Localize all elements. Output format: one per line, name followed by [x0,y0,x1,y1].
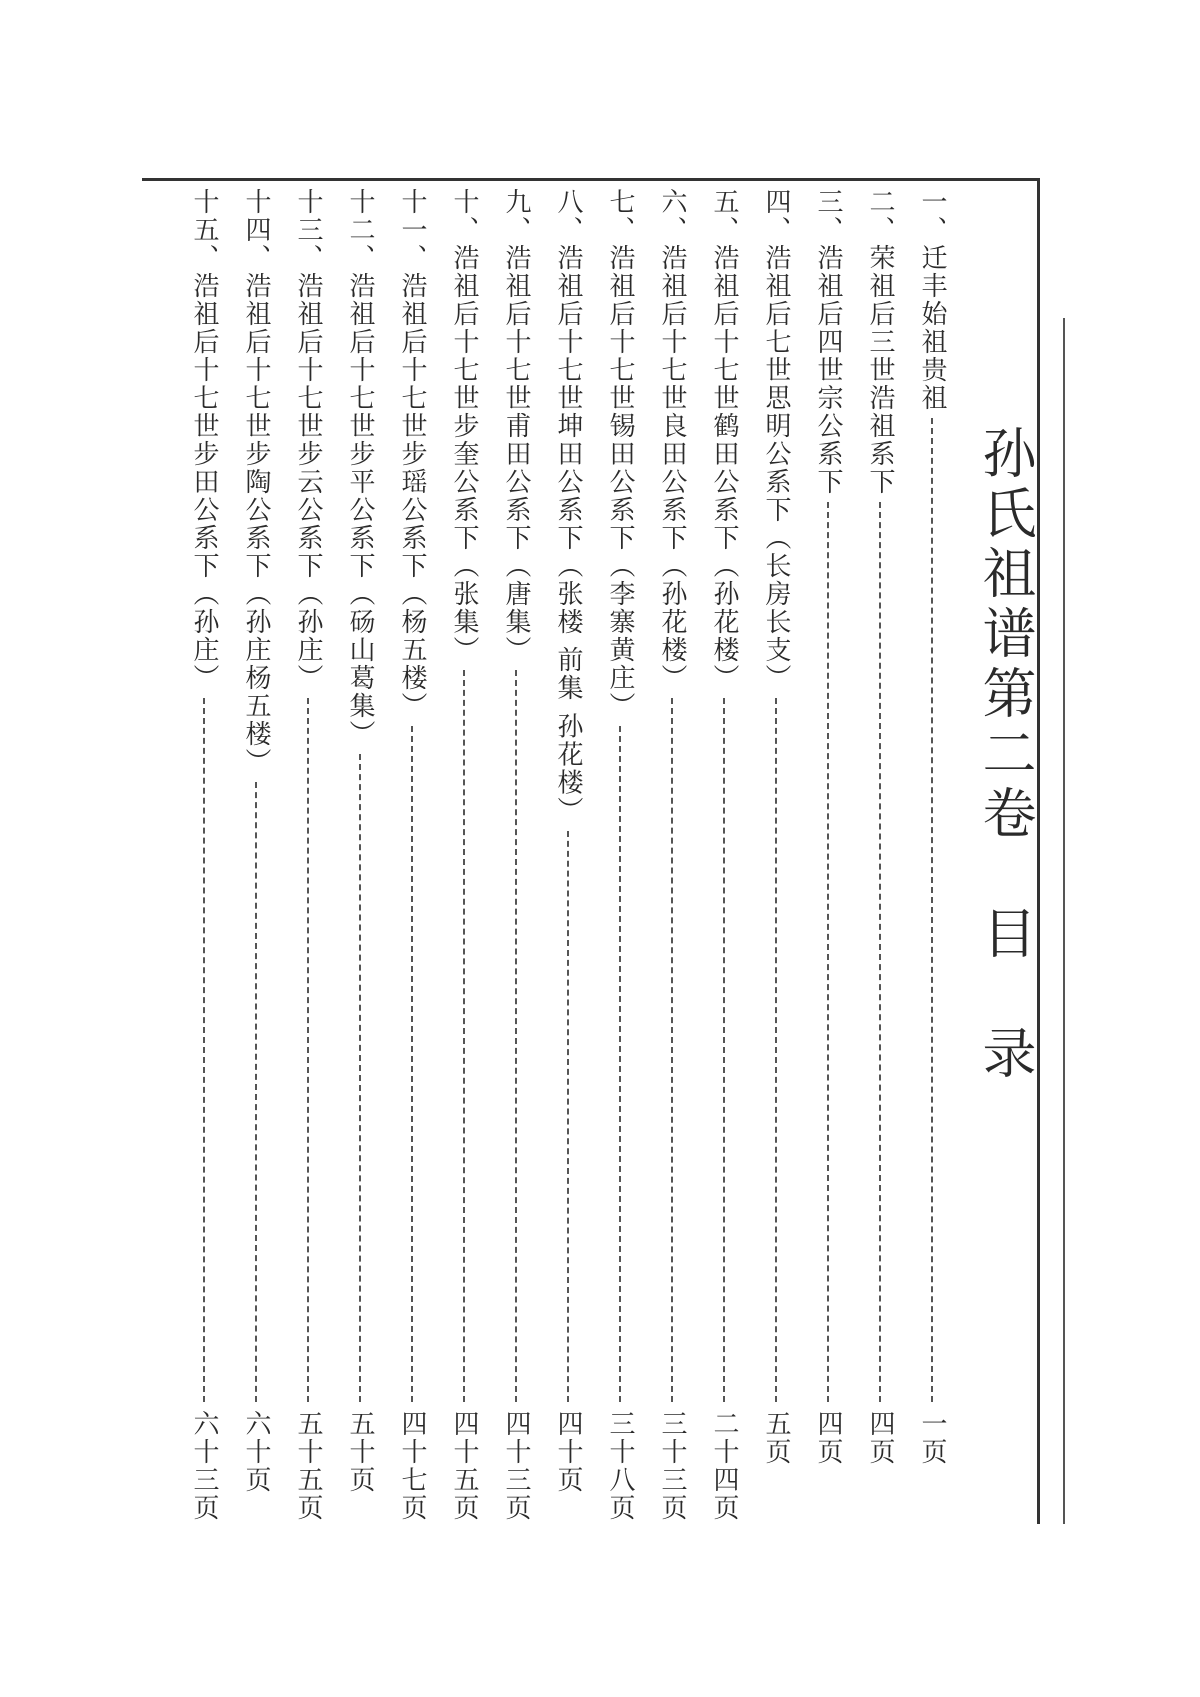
toc-entry-title: 二、荣祖后三世浩祖系下 [865,188,895,496]
frame-top-border [142,178,1040,181]
toc-entry[interactable] [182,188,226,1528]
toc-entry-page: 六十三页 [189,1410,219,1522]
toc-entry-title: 十、浩祖后十七世步奎公系下（张集） [449,188,479,664]
toc-leader-dots [359,754,361,1402]
toc-entry-page: 三十三页 [657,1410,687,1522]
toc-entry[interactable] [494,188,538,1528]
toc-entry[interactable] [702,188,746,1528]
toc-entry[interactable] [546,188,590,1528]
toc-entry-title: 十二、浩祖后十七世步平公系下（砀山葛集） [345,188,375,748]
toc-entry-title: 八、浩祖后十七世坤田公系下（张楼 前集 孙花楼） [553,188,583,825]
toc-entry-title: 十五、浩祖后十七世步田公系下（孙庄） [189,188,219,692]
toc-entry-page: 五页 [761,1410,791,1466]
toc-leader-dots [463,670,465,1402]
toc-entry[interactable] [598,188,642,1528]
toc-entry[interactable] [754,188,798,1528]
toc-leader-dots [931,418,933,1402]
toc-leader-dots [879,502,881,1402]
toc-entry-page: 六十页 [241,1410,271,1494]
toc-entry[interactable] [650,188,694,1528]
toc-entry-page: 五十页 [345,1410,375,1494]
toc-entry-page: 三十八页 [605,1410,635,1522]
toc-leader-dots [619,726,621,1402]
frame-right-border [1037,178,1040,1524]
toc-entry-title: 一、迁丰始祖贵祖 [917,188,947,412]
toc-entry-page: 四十页 [553,1410,583,1494]
toc-entry-title: 六、浩祖后十七世良田公系下（孙花楼） [657,188,687,692]
toc-leader-dots [411,726,413,1402]
toc-entry-title: 九、浩祖后十七世甫田公系下（唐集） [501,188,531,664]
toc-entry[interactable] [806,188,850,1528]
toc-entry-page: 四十五页 [449,1410,479,1522]
toc-entry-page: 一页 [917,1410,947,1466]
page-title: 孙氏祖谱第二卷 目 录 [974,425,1037,1085]
toc-leader-dots [775,698,777,1402]
toc-leader-dots [723,698,725,1402]
toc-leader-dots [671,698,673,1402]
toc-entry-title: 十四、浩祖后十七世步陶公系下（孙庄杨五楼） [241,188,271,776]
toc-entry-title: 七、浩祖后十七世锡田公系下（李寨黄庄） [605,188,635,720]
toc-entry-title: 十一、浩祖后十七世步瑶公系下（杨五楼） [397,188,427,720]
toc-leader-dots [255,782,257,1402]
toc-leader-dots [567,831,569,1402]
toc-entry-page: 四页 [865,1410,895,1466]
toc-leader-dots [203,698,205,1402]
toc-entry[interactable] [390,188,434,1528]
toc-entry[interactable] [910,188,954,1528]
toc-leader-dots [515,670,517,1402]
toc-entry-page: 五十五页 [293,1410,323,1522]
toc-entry-page: 二十四页 [709,1410,739,1522]
toc-entry[interactable] [858,188,902,1528]
toc-entry-title: 三、浩祖后四世宗公系下 [813,188,843,496]
toc-leader-dots [307,698,309,1402]
toc-leader-dots [827,502,829,1402]
toc-entry[interactable] [442,188,486,1528]
toc-entry-page: 四页 [813,1410,843,1466]
toc-entry-title: 四、浩祖后七世思明公系下（长房长支） [761,188,791,692]
table-of-contents [138,188,948,1528]
toc-entry-page: 四十三页 [501,1410,531,1522]
toc-entry-page: 四十七页 [397,1410,427,1522]
toc-entry-title: 十三、浩祖后十七世步云公系下（孙庄） [293,188,323,692]
toc-entry-title: 五、浩祖后十七世鹤田公系下（孙花楼） [709,188,739,692]
title-divider-line [1063,318,1065,1524]
toc-entry[interactable] [338,188,382,1528]
toc-entry[interactable] [234,188,278,1528]
toc-entry[interactable] [286,188,330,1528]
